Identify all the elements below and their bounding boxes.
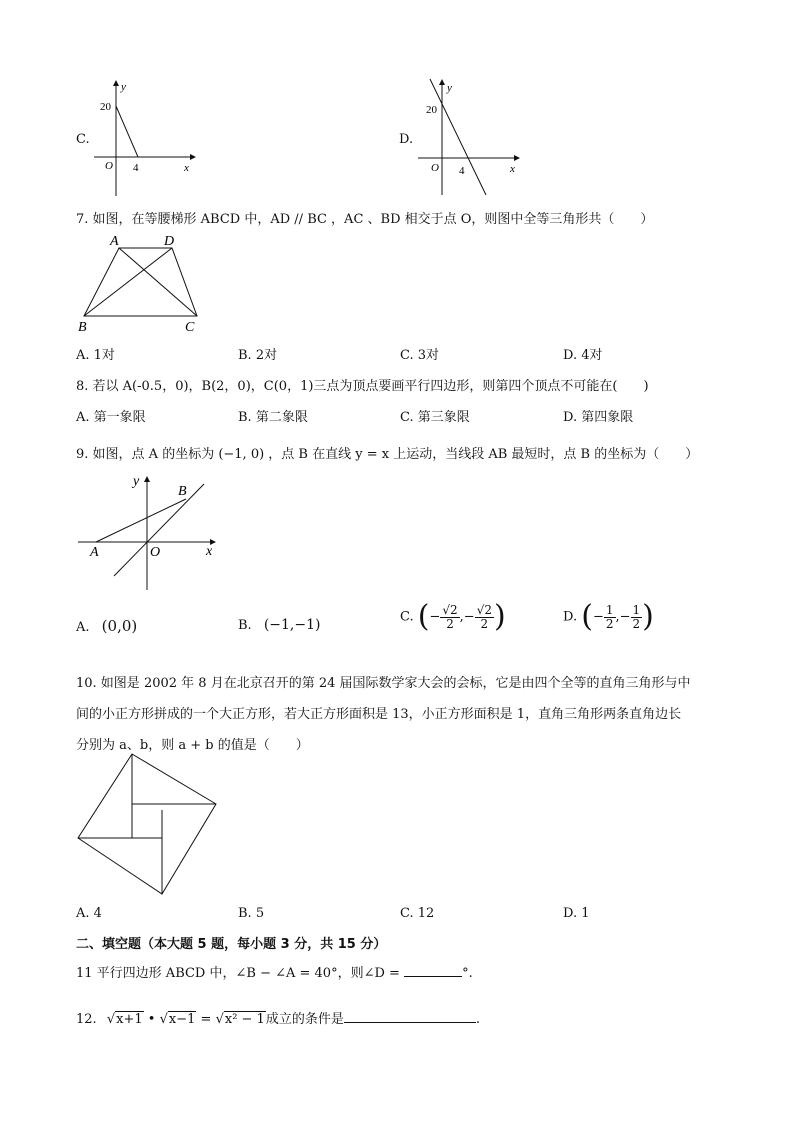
q12-end: . (475, 1012, 480, 1027)
question-10-line-3: 分别为 a、b，则 a + b 的值是（ ） (76, 738, 309, 753)
q11-prefix: 11 平行四边形 ABCD 中，∠B − ∠A = 40°，则∠D = (76, 966, 400, 981)
q12-expr-1: x+1 (116, 1012, 143, 1027)
q8-option-a[interactable]: A. 第一象限 (76, 410, 146, 425)
q9-d-num-1: 1 (605, 602, 614, 617)
option-c-label: C. (76, 132, 90, 147)
q7-option-b[interactable]: B. 2对 (238, 348, 278, 363)
trap-c-label: C (185, 320, 195, 335)
q9-d-num-2: 1 (632, 602, 641, 617)
q7-option-a[interactable]: A. 1对 (76, 348, 115, 363)
question-12: 12. √x+1 • √x−1 = √x² − 1成立的条件是 . (76, 1012, 480, 1027)
q9-x-label: x (206, 544, 213, 559)
q9-c-den-1: 2 (446, 616, 454, 631)
q9-option-b[interactable] (238, 617, 320, 633)
section-2-heading: 二、填空题（本大题 5 题，每小题 3 分，共 15 分） (76, 937, 387, 952)
q12-expr-2: x−1 (168, 1012, 196, 1027)
q9-option-d[interactable]: D. (− $\frac{1}{2}$ ,− $\frac{1}{2}$ ) (563, 599, 654, 634)
q9-c-den-2: 2 (480, 616, 489, 631)
d-x-label: x (510, 163, 515, 175)
question-8-text: 8. 若以 A(-0.5，0)，B(2，0)，C(0，1)三点为顶点要画平行四边形，则第四个顶点不可能在( ) (76, 379, 649, 394)
q7-option-d[interactable]: D. 4对 (563, 348, 603, 363)
q9-b-label: B (178, 484, 187, 499)
q10-option-d[interactable]: D. 1 (563, 906, 590, 921)
d-y-tick: 20 (426, 104, 437, 116)
trap-a-label: A (110, 234, 119, 249)
c-origin: O (105, 160, 113, 172)
q7-option-c[interactable]: C. 3对 (400, 348, 440, 363)
q9-c-num-2: √2 (476, 602, 492, 617)
q12-suffix: 成立的条件是 (265, 1012, 344, 1027)
q9-d-den-1: 2 (605, 616, 614, 631)
d-y-label: y (447, 82, 452, 94)
question-7-text: 7. 如图，在等腰梯形 ABCD 中，AD // BC ，AC 、BD 相交于点 O，则图中全等三角形共（ ） (76, 212, 654, 227)
q9-option-b-value: (−1,−1) (263, 617, 321, 633)
q9-option-b-label: B. (238, 618, 252, 633)
q9-option-d-label: D. (563, 609, 578, 625)
trap-d-label: D (164, 234, 175, 249)
c-x-label: x (184, 162, 189, 174)
q12-expr-3: x² − 1 (224, 1012, 265, 1027)
question-10-line-2: 间的小正方形拼成的一个大正方形，若大正方形面积是 13，小正方形面积是 1，直角三角形两条直角边长 (76, 707, 682, 722)
c-y-tick: 20 (100, 101, 111, 113)
q9-option-a-value: (0,0) (101, 617, 138, 635)
pinwheel-square-figure (74, 752, 220, 898)
question-11 (76, 962, 473, 981)
q9-y-label: y (133, 474, 140, 489)
q9-option-a-label: A. (76, 620, 90, 635)
q9-option-c-label: C. (400, 609, 414, 625)
trap-b-label: B (78, 320, 87, 335)
option-d-graph (414, 75, 524, 200)
d-origin: O (431, 162, 439, 174)
option-c-graph (90, 78, 200, 198)
q10-option-c[interactable]: C. 12 (400, 906, 435, 921)
q9-option-c[interactable]: C. (− $\frac{√2}{2}$ ,− $\frac{√2}{2}$ ) (400, 599, 506, 634)
c-x-tick: 4 (133, 162, 139, 174)
q8-option-c[interactable]: C. 第三象限 (400, 410, 470, 425)
q10-option-a[interactable]: A. 4 (76, 906, 102, 921)
q8-option-d[interactable]: D. 第四象限 (563, 410, 634, 425)
q10-option-b[interactable]: B. 5 (238, 906, 265, 921)
question-9-text: 9. 如图，点 A 的坐标为 (−1, 0) ，点 B 在直线 y = x 上运动，当线段 AB 最短时，点 B 的坐标为（ ） (76, 447, 699, 462)
q12-prefix: 12. (76, 1012, 97, 1027)
line-y-equals-x-figure (74, 470, 224, 592)
q9-d-den-2: 2 (632, 616, 641, 631)
q8-option-b[interactable]: B. 第二象限 (238, 410, 308, 425)
option-d-label: D. (399, 132, 414, 147)
q9-c-num-1: √2 (442, 602, 458, 617)
q9-a-label: A (90, 545, 99, 560)
q11-suffix: °. (462, 966, 473, 981)
question-10-line-1: 10. 如图是 2002 年 8 月在北京召开的第 24 届国际数学家大会的会标，它是由四个全等的直角三角形与中 (76, 676, 691, 691)
q9-option-a[interactable] (76, 617, 137, 635)
q12-answer-blank[interactable] (344, 1022, 476, 1023)
q11-answer-blank[interactable] (404, 976, 462, 977)
trapezoid-figure (74, 232, 204, 336)
q9-o-label: O (150, 545, 161, 560)
c-y-label: y (121, 81, 126, 93)
d-x-tick: 4 (459, 165, 465, 177)
